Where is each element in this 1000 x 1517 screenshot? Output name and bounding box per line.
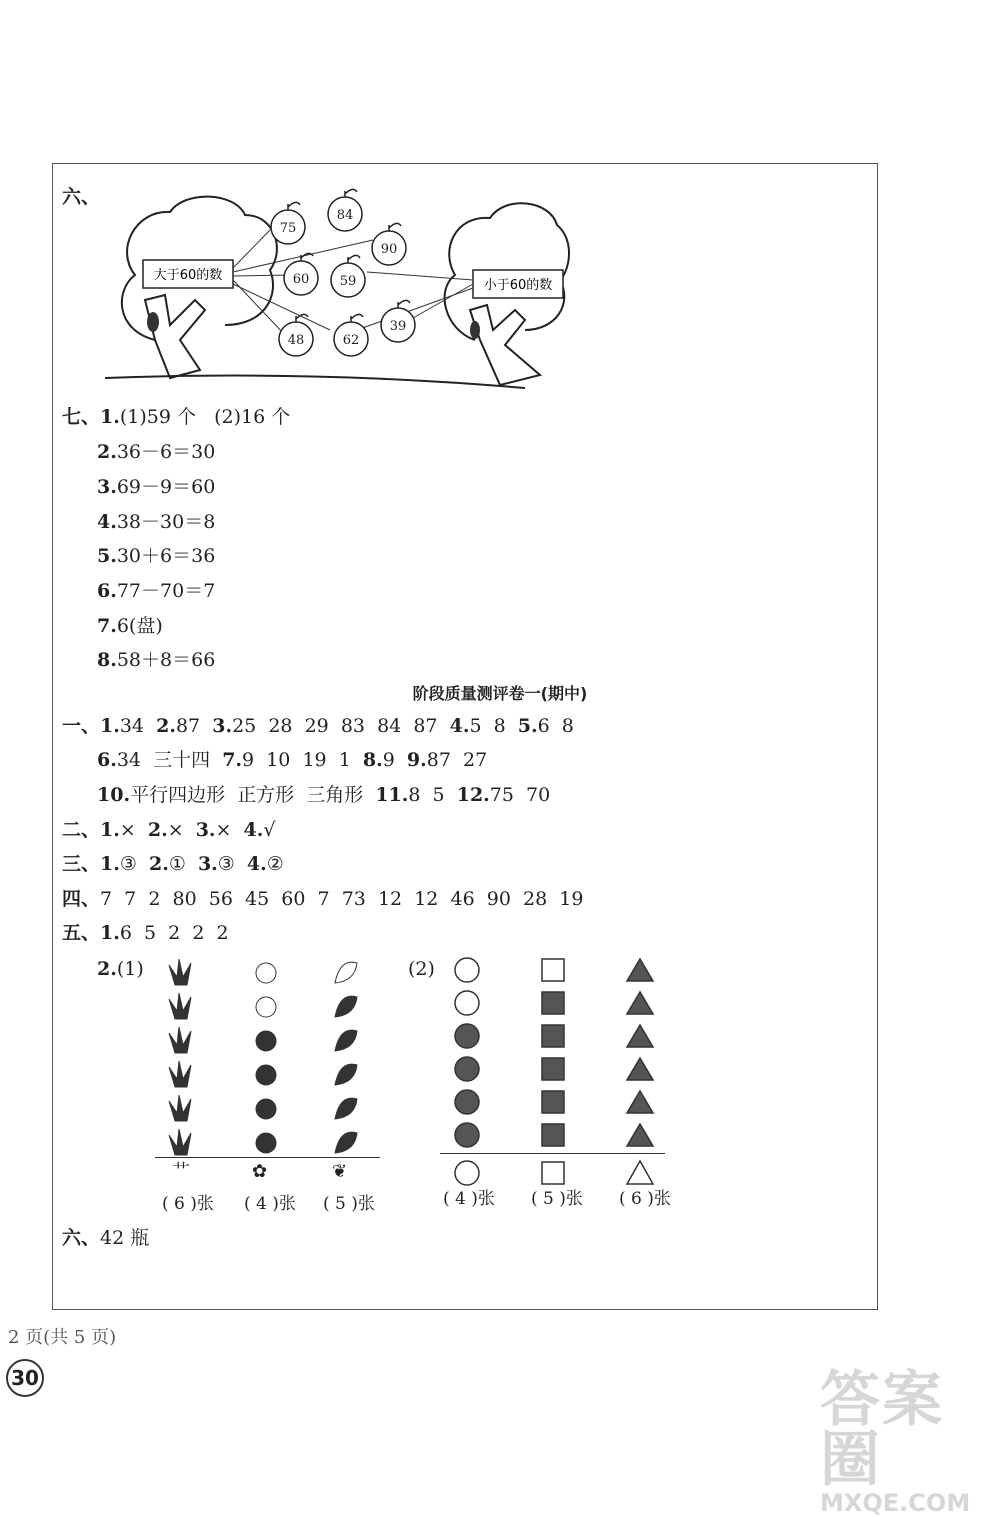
s5-line: 五、1.6 5 2 2 2 (62, 922, 229, 944)
leaf-count: ( 5 )张 (323, 1194, 375, 1214)
svg-text:84: 84 (336, 208, 354, 223)
s3-line: 三、1.③ 2.① 3.③ 4.② (62, 853, 284, 875)
circle-icon-column (455, 958, 479, 1147)
watermark (820, 1365, 1000, 1517)
svg-text:39: 39 (389, 319, 407, 334)
svg-text:62: 62 (342, 333, 360, 348)
apple-90 (372, 223, 406, 265)
watermark-line-2: MXQE.COM (820, 1489, 971, 1517)
pictograph-right (440, 955, 680, 1155)
part7-line-6 (97, 579, 215, 603)
s2-line: 二、1.× 2.× 3.× 4.√ (62, 819, 276, 841)
svg-text:59: 59 (339, 274, 357, 289)
item-number: 5. (97, 545, 117, 567)
s4-line: 四、7 7 2 80 56 45 60 7 73 12 12 46 90 28 19 (62, 888, 584, 910)
part7-line-8 (97, 648, 215, 672)
baseline-left (155, 1157, 380, 1158)
square-icon-column (542, 959, 564, 1146)
section-title: 阶段质量测评卷一(期中) (412, 684, 588, 703)
answer-text: (1)59 个 (2)16 个 (119, 406, 291, 428)
apple-48 (279, 314, 313, 356)
s6-line: 六、42 瓶 (62, 1227, 150, 1249)
left-sign-text: 大于60的数 (153, 268, 223, 283)
svg-text:75: 75 (279, 221, 297, 236)
shape-key-row (440, 1158, 680, 1188)
s5-2-label: 2.(1) (97, 958, 144, 980)
watermark-line-1: 答案圈 (820, 1365, 944, 1495)
triangle-icon-column (627, 959, 653, 1146)
answer-text: 38－30＝8 (116, 511, 216, 533)
flower-icon-column (256, 963, 276, 1153)
answer-text: 69－9＝60 (116, 476, 216, 498)
part7-line-4 (97, 510, 215, 534)
s1-line-3: 10.平行四边形 正方形 三角形 11.8 5 12.75 70 (97, 784, 551, 806)
s1-line-2: 6.34 三十四 7.9 10 19 1 8.9 9.87 27 (97, 749, 488, 771)
flower-key-icon: ✿ (252, 1161, 268, 1182)
pictograph-left (150, 955, 390, 1165)
section-6-label: 六、 (62, 186, 101, 208)
page-number: 30 (6, 1359, 44, 1397)
square-count: ( 5 )张 (531, 1189, 583, 1209)
square-key-icon (542, 1162, 564, 1184)
circle-count: ( 4 )张 (443, 1189, 495, 1209)
svg-text:48: 48 (287, 333, 305, 348)
triangle-key-icon (627, 1161, 653, 1184)
grass-count: ( 6 )张 (162, 1194, 214, 1214)
part7-line-7 (97, 614, 163, 638)
flower-count: ( 4 )张 (244, 1194, 296, 1214)
part7-line-3 (97, 475, 215, 499)
right-sign-text: 小于60的数 (483, 278, 553, 293)
answer-text: 77－70＝7 (116, 580, 216, 602)
apple-tree-illustration (95, 180, 553, 400)
apple-84 (328, 189, 362, 231)
grass-icon-column (169, 959, 191, 1155)
svg-text:90: 90 (380, 242, 398, 257)
part7-line-1 (62, 405, 290, 429)
apple-62 (334, 314, 368, 356)
item-number: 3. (97, 476, 117, 498)
item-number: 8. (97, 649, 117, 671)
grass-key-icon: ⺾ (172, 1161, 190, 1182)
circle-key-icon (455, 1161, 479, 1185)
apple-39 (381, 300, 415, 342)
item-number: 2. (97, 441, 117, 463)
part7-line-5 (97, 544, 215, 568)
s1-line-1: 一、1.34 2.87 3.25 28 29 83 84 87 4.5 8 5.6 8 (62, 715, 574, 737)
answer-text: 6(盘) (116, 615, 163, 637)
apple-75 (271, 202, 305, 244)
answer-text: 58＋8＝66 (116, 649, 216, 671)
s5-2-part2-label: (2) (408, 958, 435, 980)
leaf-key-icon: ❦ (332, 1161, 348, 1182)
triangle-count: ( 6 )张 (619, 1189, 671, 1209)
page-footer: 2 页(共 5 页) (8, 1327, 117, 1348)
answer-text: 30＋6＝36 (116, 545, 216, 567)
part7-line-2 (97, 440, 215, 464)
svg-text:60: 60 (292, 272, 310, 287)
item-number: 6. (97, 580, 117, 602)
leaf-icon-column (335, 962, 357, 1153)
item-number: 7. (97, 615, 117, 637)
answer-text: 36－6＝30 (116, 441, 216, 463)
item-number: 4. (97, 511, 117, 533)
baseline-right (440, 1153, 665, 1154)
item-number: 七、1. (62, 406, 120, 428)
apple-59 (331, 255, 365, 297)
